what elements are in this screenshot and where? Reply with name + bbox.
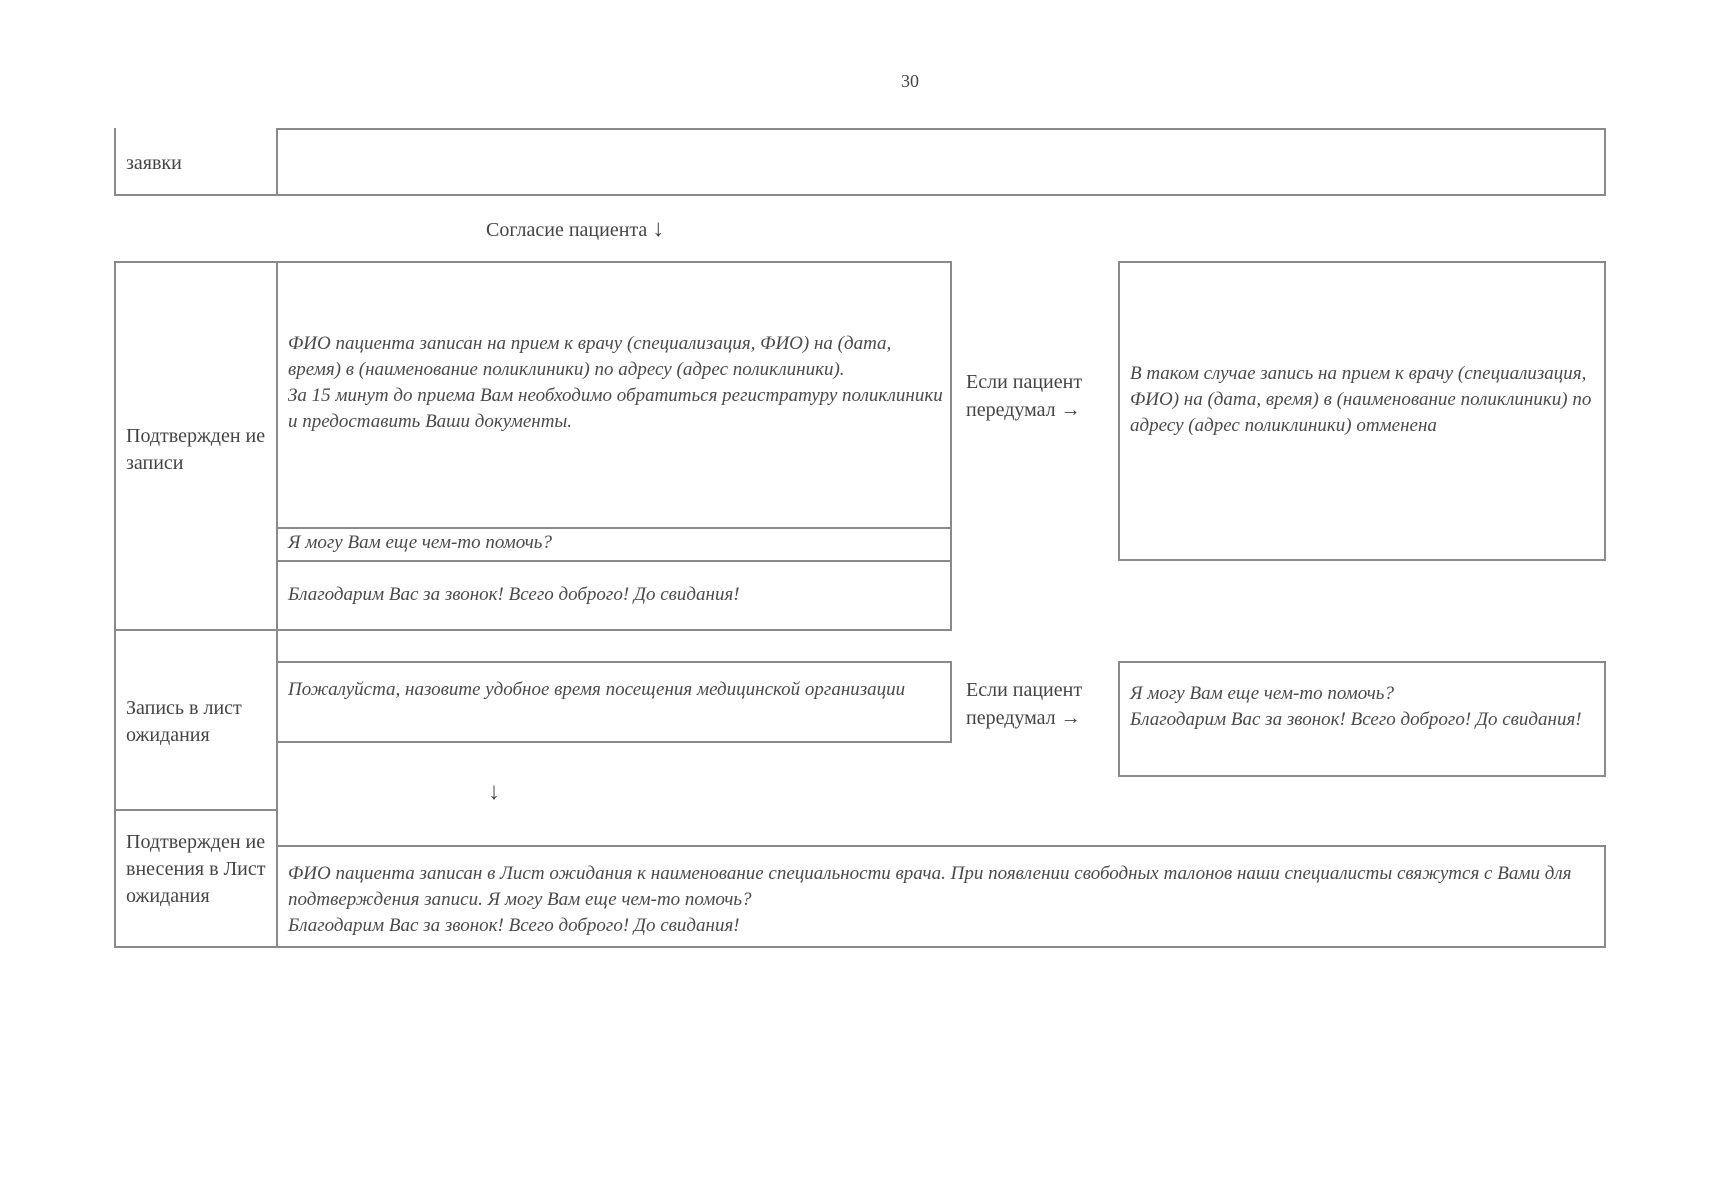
confirmation-script-line2: За 15 минут до приема Вам необходимо обратиться регистратуру поликлиники и предоставить Ваши документы. [288, 385, 943, 432]
waiting-confirm-line1: ФИО пациента записан в Лист ожидания к наименование специальности врача. При появлении свободных талонов наши специалисты свяжутся с Вами для подтверждения записи. Я могу Вам еще чем-то помочь? [288, 863, 1572, 910]
waiting-list-script-box [276, 661, 952, 743]
waiting-list-alt-line2: Благодарим Вас за звонок! Всего доброго! До свидания! [1130, 709, 1582, 730]
waiting-list-alt-line1: Я могу Вам еще чем-то помочь? [1130, 683, 1394, 704]
waiting-list-script: Пожалуйста, назовите удобное время посещения медицинской организации [288, 679, 906, 700]
confirmation-script-box [276, 261, 952, 529]
row-zayavki-label: заявки [126, 152, 182, 174]
confirmation-label-cell [114, 261, 278, 631]
consent-label [486, 217, 664, 244]
confirmation-label: Подтвержден ие записи [126, 425, 266, 474]
confirmation-condition: Если пациент передумал → [966, 371, 1083, 421]
waiting-list-label-cell [114, 629, 278, 811]
page-number: 30 [901, 71, 919, 91]
waiting-list-alt-box [1118, 661, 1606, 777]
cancel-box [1118, 261, 1606, 561]
row-zayavki-content-cell [276, 128, 1606, 196]
waiting-list-condition: Если пациент передумал → [966, 679, 1083, 729]
confirmation-script-main [278, 331, 958, 435]
waiting-list-alt-text [1120, 681, 1610, 733]
down-arrow-icon: ↓ [652, 216, 665, 242]
waiting-confirm-label: Подтвержден ие внесения в Лист ожидания [126, 831, 266, 907]
cancel-text: В таком случае запись на прием к врачу (специализация, ФИО) на (дата, время) в (наименование поликлиники) по адресу (адрес поликлиники) отменена [1130, 363, 1592, 436]
confirmation-goodbye-box [276, 560, 952, 631]
waiting-confirm-script [278, 861, 1598, 939]
confirmation-help-box [276, 527, 952, 562]
confirmation-help-text: Я могу Вам еще чем-то помочь? [288, 532, 552, 553]
row-zayavki-label-cell [114, 128, 278, 196]
confirmation-script-line1: ФИО пациента записан на прием к врачу (специализация, ФИО) на (дата, время) в (наименование поликлиники) по адресу (адрес поликлиники). [288, 333, 892, 380]
waiting-confirm-script-box [276, 845, 1606, 948]
confirmation-goodbye-text: Благодарим Вас за звонок! Всего доброго! До свидания! [288, 584, 740, 605]
waiting-confirm-label-cell [114, 809, 278, 948]
waiting-down-arrow-icon: ↓ [488, 779, 500, 805]
consent-text: Согласие пациента [486, 219, 648, 241]
waiting-confirm-line2: Благодарим Вас за звонок! Всего доброго! До свидания! [288, 915, 740, 936]
waiting-list-label: Запись в лист ожидания [126, 697, 242, 746]
